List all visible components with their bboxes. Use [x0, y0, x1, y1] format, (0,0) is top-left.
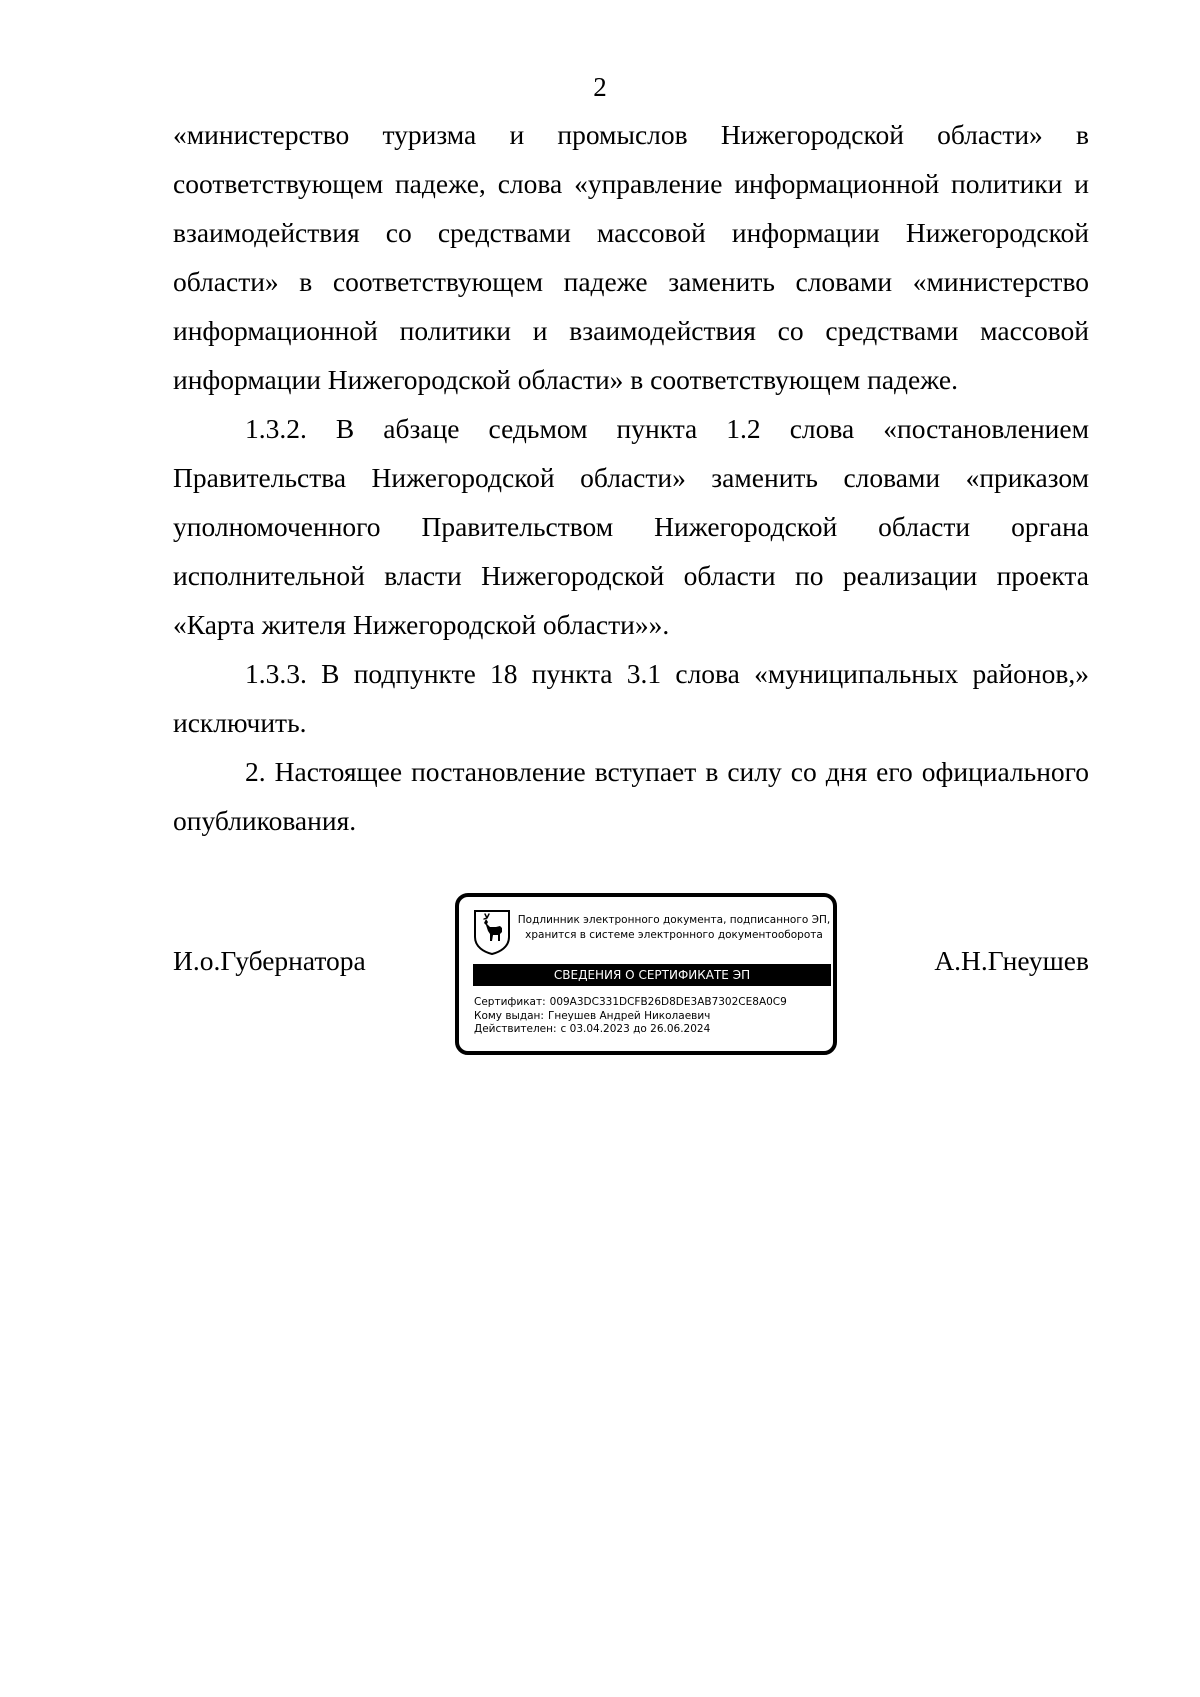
- issued-to-label: Кому выдан:: [474, 1009, 544, 1022]
- paragraph-1: «министерство туризма и промыслов Нижегородской области» в соответствующем падеже, слова «управление информационной политики и взаимодействия со средствами массовой информации Нижегородской области» в соответствующем падеже заменить словами «министерство информационной политики и взаимодействия со средствами массовой информации Нижегородской области» в соответствующем падеже.: [173, 119, 1089, 395]
- issued-to-value: Гнеушев Андрей Николаевич: [547, 1009, 711, 1022]
- certificate-row: [474, 996, 787, 1010]
- certificate-value: 009A3DC331DCFB26D8DE3AB7302CE8A0C9: [549, 996, 787, 1008]
- stamp-header-line-1: Подлинник электронного документа, подписанного ЭП,: [517, 914, 831, 926]
- page-number: 2: [593, 72, 607, 102]
- document-body: [173, 110, 1089, 845]
- paragraph-2: 2. Настоящее постановление вступает в силу со дня его официального опубликования.: [173, 756, 1089, 836]
- stamp-details: [474, 996, 787, 1037]
- stamp-certificate-title: СВЕДЕНИЯ О СЕРТИФИКАТЕ ЭП: [473, 964, 831, 986]
- electronic-signature-stamp: [455, 893, 837, 1055]
- deer-coat-of-arms-icon: [473, 909, 511, 955]
- signatory-position: И.о.Губернатора: [173, 945, 366, 976]
- paragraph-1-3-2: 1.3.2. В абзаце седьмом пункта 1.2 слова «постановлением Правительства Нижегородской области» заменить словами «приказом уполномоченного Правительством Нижегородской области органа исполнительной власти Нижегородской области по реализации проекта «Карта жителя Нижегородской области»».: [173, 413, 1089, 640]
- issued-to-row: [474, 1010, 787, 1024]
- paragraph-1-3-3: 1.3.3. В подпункте 18 пункта 3.1 слова «муниципальных районов,» исключить.: [173, 658, 1089, 738]
- validity-row: [474, 1023, 787, 1037]
- validity-label: Действителен:: [474, 1023, 557, 1035]
- validity-value: с 03.04.2023 до 26.06.2024: [560, 1023, 711, 1035]
- stamp-header-line-2: хранится в системе электронного документооборота: [525, 929, 823, 941]
- signatory-name: А.Н.Гнеушев: [934, 945, 1089, 976]
- certificate-label: Сертификат:: [474, 996, 546, 1008]
- stamp-header: [515, 913, 833, 943]
